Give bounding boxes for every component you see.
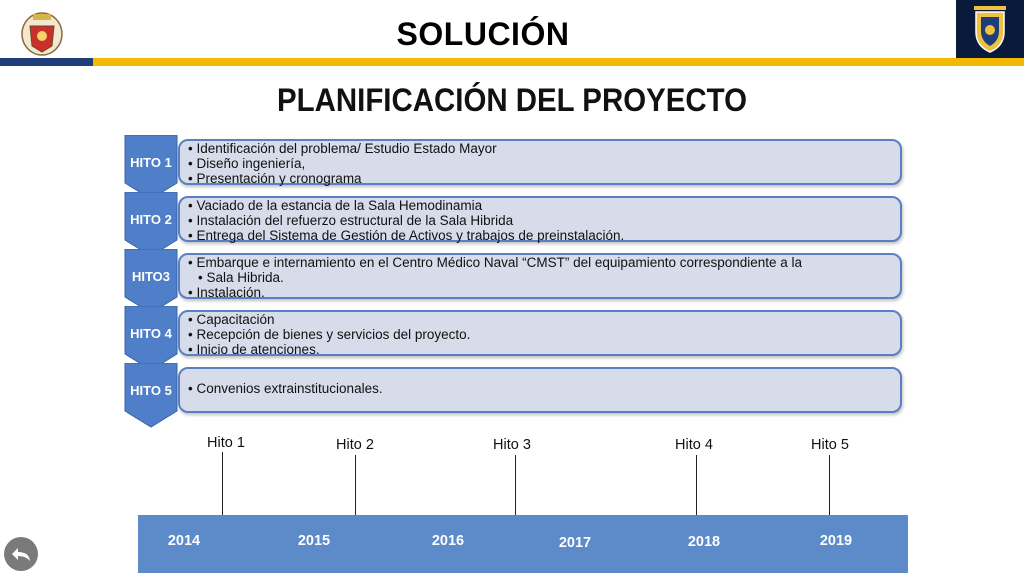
milestone-box [178,310,902,356]
timeline-year: 2016 [431,533,465,549]
milestone-4 [122,310,902,356]
back-arrow-icon [4,537,38,571]
timeline-marker-label: Hito 4 [675,437,713,453]
timeline-marker-line [515,455,516,515]
header-title: SOLUCIÓN [396,16,570,52]
list-item: • Identificación del problema/ Estudio Estado Mayor [188,141,900,156]
list-item: • Vaciado de la estancia de la Sala Hemodinamia [188,198,900,213]
timeline-year-band [138,515,908,573]
timeline-marker-line [696,455,697,515]
naval-shield-icon [956,0,1024,58]
milestone-label: HITO 1 [130,155,172,170]
milestone-5 [122,367,902,413]
milestone-box [178,139,902,185]
timeline-marker-line [355,455,356,515]
list-item: • Entrega del Sistema de Gestión de Activos y trabajos de preinstalación. [188,228,900,243]
header-accent-yellow [93,58,1024,66]
milestone-label: HITO 4 [130,326,172,341]
list-item: • Instalación del refuerzo estructural de la Sala Hibrida [188,213,900,228]
list-item: • Presentación y cronograma [188,171,900,186]
timeline-marker-line [829,455,830,515]
timeline-marker-label: Hito 1 [207,435,245,451]
milestone-3 [122,253,902,299]
list-item: • Recepción de bienes y servicios del proyecto. [188,327,900,342]
back-button[interactable] [4,537,38,571]
list-item: • Embarque e internamiento en el Centro Médico Naval “CMST” del equipamiento correspondiente a la [188,255,900,270]
timeline-marker-label: Hito 3 [493,437,531,453]
timeline-year: 2019 [819,533,853,549]
header-accent-navy [0,58,93,66]
slide-title: PLANIFICACIÓN DEL PROYECTO [276,82,747,118]
timeline-year: 2018 [687,534,721,550]
milestone-label: HITO 2 [130,212,172,227]
list-item: • Inicio de atenciones. [188,342,900,357]
milestone-box [178,367,902,413]
list-item: • Diseño ingeniería, [188,156,900,171]
timeline-marker-label: Hito 2 [336,437,374,453]
timeline-year: 2014 [167,533,201,549]
list-item [188,270,900,285]
milestone-1 [122,139,902,185]
list-item: • Convenios extrainstitucionales. [188,381,900,396]
list-item: • Instalación. [188,285,900,300]
milestone-label: HITO 5 [130,383,172,398]
list-item-continuation: Sala Hibrida. [206,270,284,285]
timeline-year: 2017 [558,535,592,551]
milestone-label: HITO3 [131,269,171,284]
timeline-marker-label: Hito 5 [811,437,849,453]
milestone-box [178,253,902,299]
milestone-box [178,196,902,242]
timeline-year: 2015 [297,533,331,549]
list-item: • Capacitación [188,312,900,327]
milestone-2 [122,196,902,242]
timeline-marker-line [222,452,223,516]
